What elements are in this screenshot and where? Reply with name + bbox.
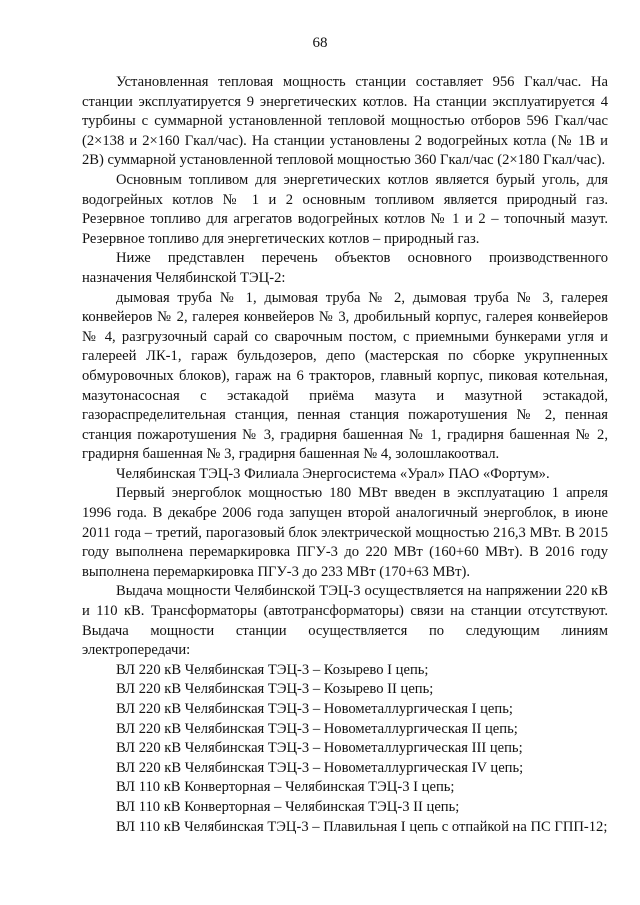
paragraph-thermal-capacity: Установленная тепловая мощность станции составляет 956 Гкал/час. На станции эксплуатируется 9 энергетических котлов. На станции эксплуатируется 4 турбины с суммарной установленной тепловой мощностью отборов 596 Гкал/час (2×138 и 2×160 Гкал/час). На станции установлены 2 водогрейных котла (№ 1В и 2В) суммарной установленной тепловой мощностью 360 Гкал/час (2×180 Гкал/час).	[82, 74, 608, 169]
power-line-item: ВЛ 220 кВ Челябинская ТЭЦ-3 – Новометаллургическая III цепь;	[116, 740, 523, 757]
document-body	[82, 73, 608, 837]
power-line-item: ВЛ 110 кВ Конверторная – Челябинская ТЭЦ-3 II цепь;	[116, 798, 460, 815]
power-line-item: ВЛ 220 кВ Челябинская ТЭЦ-3 – Новометаллургическая I цепь;	[116, 701, 513, 717]
paragraph-objects-list: дымовая труба № 1, дымовая труба № 2, дымовая труба № 3, галерея конвейеров № 2, галерея конвейеров № 3, дробильный корпус, галерея конвейеров № 4, разгрузочный сарай со сварочным постом, с приемными бункерами угля и галереей ЛК-1, гараж бульдозеров, депо (мастерская по сборке укрупненных обмуровочных блоков), гараж на 6 тракторов, главный корпус, пиковая котельная, мазутонасосная с эстакадой приёма мазута и мазутной эстакадой, газораспределительная станция, пенная станция пожаротушения № 2, пенная станция пожаротушения № 3, градирня башенная № 1, градирня башенная № 2, градирня башенная № 3, градирня башенная № 4, золошлакоотвал.	[82, 289, 608, 463]
power-line-item: ВЛ 220 кВ Челябинская ТЭЦ-3 – Новометаллургическая IV цепь;	[116, 759, 524, 776]
power-line-item: ВЛ 220 кВ Челябинская ТЭЦ-3 – Козырево II цепь;	[116, 681, 434, 698]
paragraph-tec3-history: Первый энергоблок мощностью 180 МВт введен в эксплуатацию 1 апреля 1996 года. В декабре 2006 года запущен второй аналогичный энергоблок, в июне 2011 года – третий, парогазовый блок электрической мощностью 216,3 МВт. В 2015 году выполнена перемаркировка ПГУ-3 до 220 МВт (160+60 МВт). В 2016 году выполнена перемаркировка ПГУ-3 до 233 МВт (170+63 МВт).	[82, 485, 608, 580]
paragraph-objects-intro: Ниже представлен перечень объектов основного производственного назначения Челябинской ТЭЦ-2:	[82, 250, 608, 286]
power-line-item: ВЛ 110 кВ Конверторная – Челябинская ТЭЦ-3 I цепь;	[116, 779, 455, 796]
paragraph-power-output: Выдача мощности Челябинской ТЭЦ-3 осуществляется на напряжении 220 кВ и 110 кВ. Трансформаторы (автотрансформаторы) связи на станции отсутствуют. Выдача мощности станции осуществляется по следующим линиям электропередачи:	[82, 583, 608, 659]
power-line-item-last: ВЛ 110 кВ Челябинская ТЭЦ-3 – Плавильная I цепь с отпайкой на ПС ГПП-12;	[116, 818, 608, 835]
paragraph-tec3-heading: Челябинская ТЭЦ-3 Филиала Энергосистема «Урал» ПАО «Фортум».	[116, 465, 550, 482]
power-line-item: ВЛ 220 кВ Челябинская ТЭЦ-3 – Козырево I цепь;	[116, 661, 429, 678]
page-number: 68	[312, 35, 328, 51]
power-line-item: ВЛ 220 кВ Челябинская ТЭЦ-3 – Новометаллургическая II цепь;	[116, 720, 518, 737]
paragraph-fuel: Основным топливом для энергетических котлов является бурый уголь, для водогрейных котлов № 1 и 2 основным топливом является природный газ. Резервное топливо для агрегатов водогрейных котлов № 1 и 2 – топочный мазут. Резервное топливо для энергетических котлов – природный газ.	[82, 171, 608, 247]
